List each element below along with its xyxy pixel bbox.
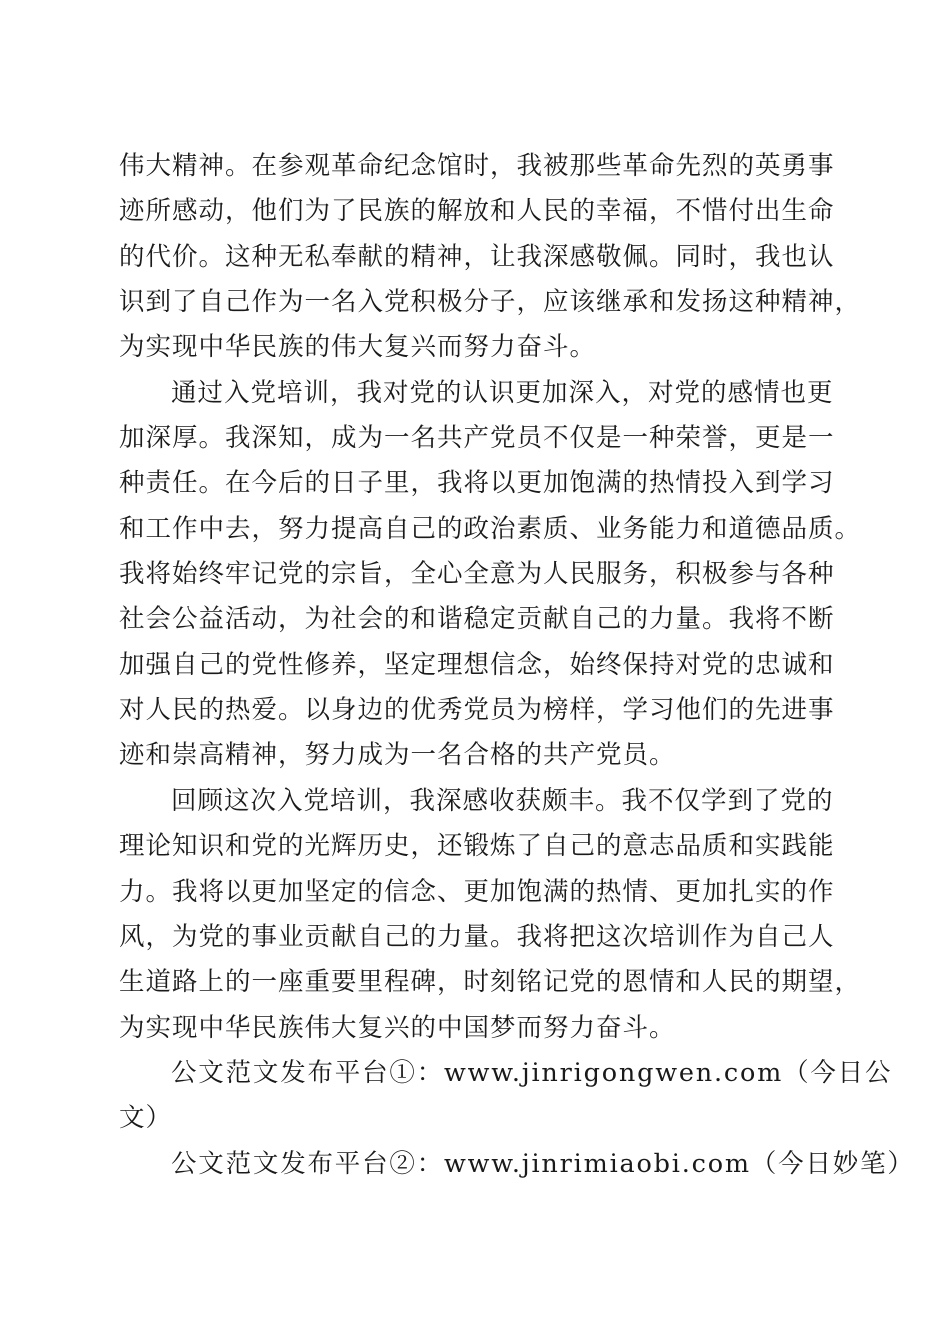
platform-link-line: 公文范文发布平台②：www.jinrimiaobi.com（今日妙笔） xyxy=(171,1148,915,1179)
text-line: 通过入党培训，我对党的认识更加深入，对党的感情也更 xyxy=(171,377,834,408)
text-line: 种责任。在今后的日子里，我将以更加饱满的热情投入到学习 xyxy=(119,468,835,499)
text-line: 识到了自己作为一名入党积极分子，应该继承和发扬这种精神， xyxy=(119,287,862,318)
text-line: 为实现中华民族伟大复兴的中国梦而努力奋斗。 xyxy=(119,1012,676,1043)
platform-notice-2 xyxy=(119,1142,915,1187)
text-line: 和工作中去，努力提高自己的政治素质、业务能力和道德品质。 xyxy=(119,513,862,544)
paragraph-continuation xyxy=(119,144,862,371)
text-line: 迹和崇高精神，努力成为一名合格的共产党员。 xyxy=(119,740,676,771)
paragraph-training-reflection xyxy=(119,371,862,779)
text-line: 风，为党的事业贡献自己的力量。我将把这次培训作为自己人 xyxy=(119,921,835,952)
platform-link-line: 文） xyxy=(119,1103,173,1134)
text-line: 的代价。这种无私奉献的精神，让我深感敬佩。同时，我也认 xyxy=(119,241,835,272)
document-body xyxy=(119,144,915,1187)
text-line: 力。我将以更加坚定的信念、更加饱满的热情、更加扎实的作 xyxy=(119,876,835,907)
text-line: 对人民的热爱。以身边的优秀党员为榜样，学习他们的先进事 xyxy=(119,695,835,726)
text-line: 迹所感动，他们为了民族的解放和人民的幸福，不惜付出生命 xyxy=(119,196,835,227)
text-line: 理论知识和党的光辉历史，还锻炼了自己的意志品质和实践能 xyxy=(119,831,835,862)
text-line: 加强自己的党性修养，坚定理想信念，始终保持对党的忠诚和 xyxy=(119,649,835,680)
text-line: 生道路上的一座重要里程碑，时刻铭记党的恩情和人民的期望， xyxy=(119,967,862,998)
text-line: 为实现中华民族的伟大复兴而努力奋斗。 xyxy=(119,332,597,363)
text-line: 社会公益活动，为社会的和谐稳定贡献自己的力量。我将不断 xyxy=(119,604,835,635)
text-line: 加深厚。我深知，成为一名共产党员不仅是一种荣誉，更是一 xyxy=(119,423,835,454)
text-line: 我将始终牢记党的宗旨，全心全意为人民服务，积极参与各种 xyxy=(119,559,835,590)
text-line: 回顾这次入党培训，我深感收获颇丰。我不仅学到了党的 xyxy=(171,785,834,816)
platform-link-line: 公文范文发布平台①：www.jinrigongwen.com（今日公 xyxy=(171,1057,893,1088)
paragraph-conclusion xyxy=(119,779,862,1051)
text-line: 伟大精神。在参观革命纪念馆时，我被那些革命先烈的英勇事 xyxy=(119,151,835,181)
platform-notice-1 xyxy=(119,1051,893,1142)
